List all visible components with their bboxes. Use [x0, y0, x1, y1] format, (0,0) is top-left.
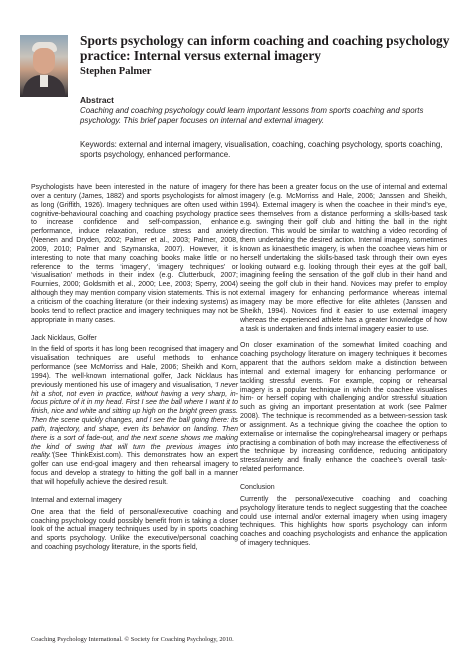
author-photo: [20, 35, 68, 97]
section-heading-jack-nicklaus: Jack Nicklaus, Golfer: [31, 334, 97, 342]
footer-citation: Coaching Psychology International. © Society for Coaching Psychology, 2010.: [31, 636, 234, 643]
left-column: [31, 184, 238, 553]
right-column: [240, 184, 447, 549]
closer-examination-paragraph: On closer examination of the somewhat limited coaching and coaching psychology literature on imagery techniques it becomes apparent that the authors seldom make a distinction between internal and external imagery for enhancing performance or tackling stressful events. For example, coping or rehearsal imagery is a popular technique in which the coachee visualises him- or herself coping with challenging and/or stressful situation such as giving an important presentation at work (see Palmer 2008). The technique is recommended as a between-session task or assignment. As a technique giving the coachee the option to externalise or internalise the coping/rehearsal imagery or perhaps practising a combination of both may increase the effectiveness of the technique by increasing confidence, reducing anticipatory stress/anxiety and finally enhance the coachee’s overall task-related performance.: [240, 342, 447, 474]
keywords: Keywords: external and internal imagery, visualisation, coaching, coaching psychology, sports coaching, sports psychology, enhanced performance.: [80, 140, 443, 160]
nicklaus-quote: ‘I never hit a shot, not even in practice, without having a very sharp, in-focus picture of it in my head. First I see the ball where I want it to finish, nice and white and sitting up high on the bright green grass. Then the scene quickly changes, and I see the ball going there: its path, trajectory, and shape, even its behavior on landing. Then there is a sort of fade-out, and the next scene shows me making the kind of swing that will turn the previous images into reality.’: [31, 381, 238, 460]
section-heading-conclusion: Conclusion: [240, 484, 275, 491]
paper-title: Sports psychology can inform coaching and coaching psychology practice: Internal versus external imagery: [80, 33, 450, 63]
section-heading-internal-external: Internal and external imagery: [31, 496, 122, 504]
imagery-paragraph: there has been a greater focus on the use of internal and external imagery (e.g. McMorriss and Hale, 2006; Janssen and Sheikh, 1994). External imagery is when the coachee in their mind’s eye, sees themselves from a distance performing a skills-based task e.g. swinging their golf club and hitting the ball in the right direction. This would be similar to watching a video recording of them undertaking the desired action. Internal imagery, sometimes known as kinaesthetic imagery, is when the coachee views him or herself undertaking the skills-based task through their own eyes looking outward e.g. looking through their eyes at the golf ball, imagining feeling the sensation of the golf club in their hand and seeing the golf club in their hand. Novices may prefer to employ external imagery for enhancing performance whereas internal imagery may be more effective for elite athletes (Janssen and Sheikh, 1994). Novices find it easier to use external imagery whereas the experienced athlete has a greater knowledge of how a task is undertaken and finds internal imagery easier to use.: [240, 184, 447, 333]
nicklaus-text-start: In the field of sports it has long been recognised that imagery and visualisation techniques are useful methods to enhance performance (see McMorriss and Hale, 2006; Sheikh and Korn, 1994). The well-known international golfer, Jack Nicklaus has previously mentioned his use of imagery and visualisation,: [31, 346, 238, 389]
conclusion-paragraph: Currently the personal/executive coaching and coaching psychology literature tends to neglect suggesting that the coachee could use internal and/or external imagery when using imagery techniques. This highlights how sports psychology can inform coaches and coaching psychologists and enhance the application of imagery techniques.: [240, 495, 447, 548]
nicklaus-text-end: (See ThinkExist.com). This demonstrates how an expert golfer can use end-goal imagery and then rehearsal imagery to focus and develop a strategy to hitting the golf ball in a manner that will hopefully achieve the desired result.: [31, 452, 238, 486]
intro-paragraph: Psychologists have been interested in the nature of imagery for over a century (James, 1882) and sports psychologists for almost as long (Griffith, 1926). Imagery techniques are often used within cognitive-behavioural coaching and coaching psychology practice to increase confidence and self-compassion, enhance performance, induce relaxation, reduce stress and anxiety (Neenen and Dryden, 2002; Palmer et al., 2003; Palmer, 2008, 2009, 2010; Palmer and Szymanska, 2007). However, it is interesting to note that many coaching books make little or no reference to the terms ‘imagery’, ‘imagery techniques’ or ‘visualisation’ methods in their index (e.g. Clutterbuck, 2007; Fournies, 2000; Goldsmith et al., 2000; Lee, 2003; Sperry, 2004) although they may mention company vision statements. This is not a criticism of the coaching literature (or their indexing systems) as books tend to reflect practice and imagery techniques may not be appropriate in many cases.: [31, 184, 238, 324]
internal-external-paragraph: One area that the field of personal/executive coaching and coaching psychology could possibly benefit from is taking a closer look of the actual imagery techniques used by in sports coaching and sports psychology. Unlike the executive/personal coaching and coaching psychology literature, in the sports field,: [31, 508, 238, 552]
author-name: Stephen Palmer: [80, 66, 152, 77]
abstract-text: Coaching and coaching psychology could learn important lessons from sports coaching and sports psychology. This brief paper focuses on internal and external imagery.: [80, 106, 424, 126]
nicklaus-paragraph: [31, 346, 238, 488]
abstract-heading: Abstract: [80, 95, 114, 105]
